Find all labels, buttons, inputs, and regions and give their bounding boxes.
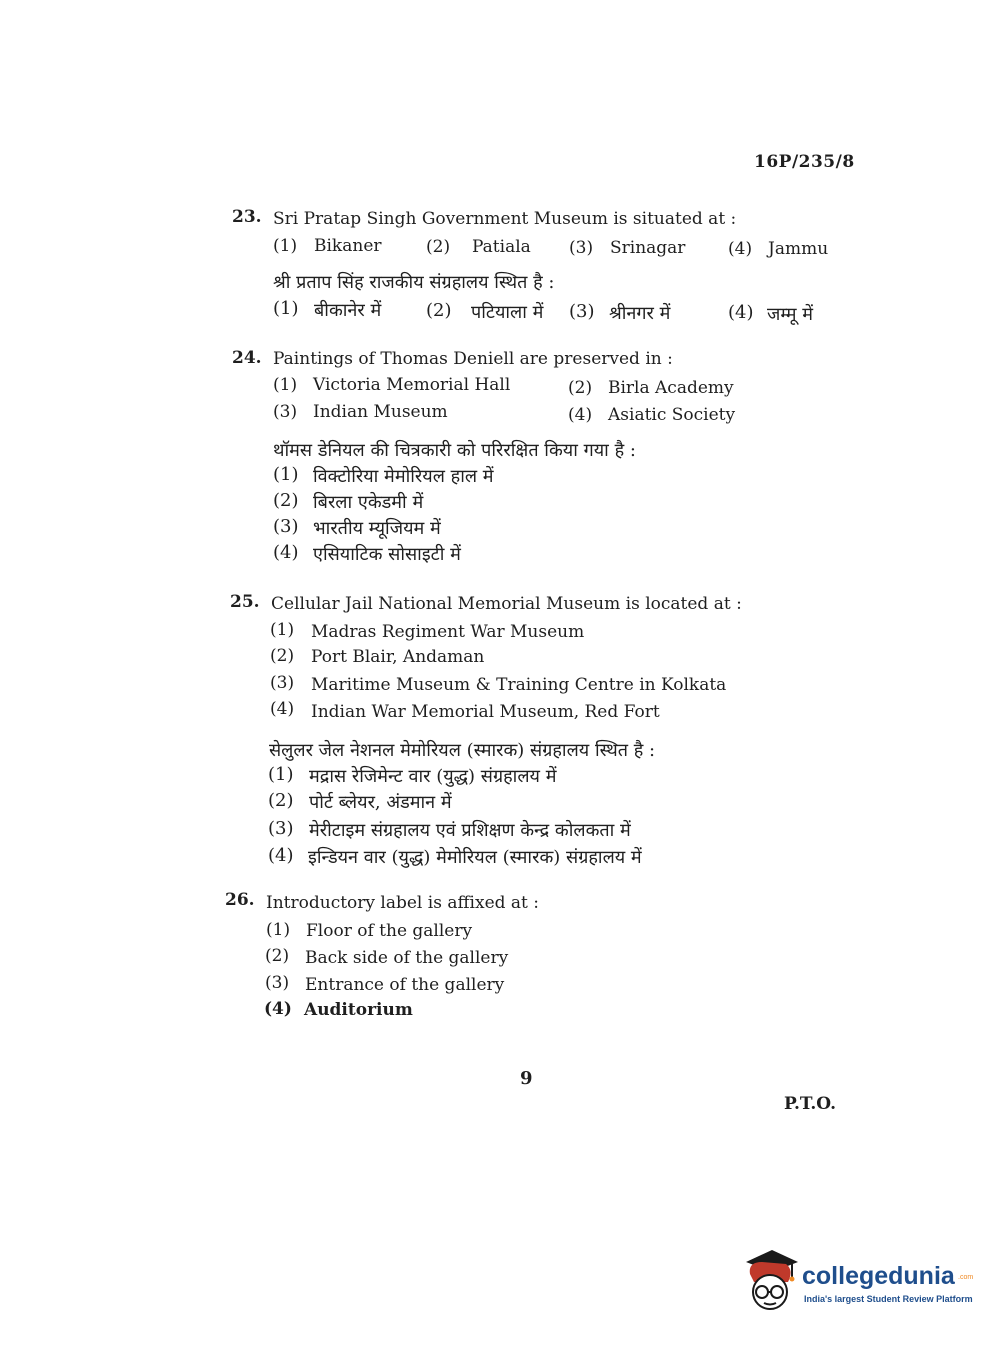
q25-hindi-option-2-num: (2) [268,790,294,811]
q23-option-1-num: (1) [273,236,298,256]
q23-hindi-option-1-num: (1) [273,298,299,319]
brand-name: collegedunia [802,1262,955,1290]
q24-hindi-option-1-num: (1) [273,464,299,485]
q24-option-3: Indian Museum [313,402,448,422]
q25-hindi-option-3-num: (3) [268,818,294,839]
q24-hindi-option-4: एसियाटिक सोसाइटी में [313,544,461,565]
q25-hindi-option-4: इन्डियन वार (युद्ध) मेमोरियल (स्मारक) संग्रहालय में [308,847,642,868]
question-26-text: Introductory label is affixed at : [266,893,540,913]
q24-option-1-num: (1) [273,375,298,395]
pto-label: P.T.O. [784,1094,836,1114]
q23-option-3-num: (3) [569,238,594,258]
q24-hindi-option-2: बिरला एकेडमी में [313,492,424,513]
q23-option-4-num: (4) [728,239,753,259]
q24-option-4-num: (4) [568,405,593,425]
collegedunia-watermark [742,1248,972,1318]
q24-option-2: Birla Academy [608,378,734,398]
q25-hindi-option-1-num: (1) [268,764,294,785]
q25-option-3: Maritime Museum & Training Centre in Kolkata [311,675,727,695]
question-25-hindi: सेलुलर जेल नेशनल मेमोरियल (स्मारक) संग्रहालय स्थित है : [269,740,656,761]
q26-option-2-num: (2) [265,946,290,966]
page-number: 9 [520,1068,533,1089]
q25-hindi-option-4-num: (4) [268,845,294,866]
q26-option-4-num: (4) [264,999,292,1019]
question-24-hindi: थॉमस डेनियल की चित्रकारी को परिरक्षित किया गया है : [273,440,636,461]
q23-hindi-option-4-num: (4) [728,302,754,323]
q23-hindi-option-3-num: (3) [569,301,595,322]
question-26-number: 26. [225,890,255,910]
q23-option-2-num: (2) [426,237,451,257]
q25-option-3-num: (3) [270,673,295,693]
q24-hindi-option-3: भारतीय म्यूजियम में [313,518,441,539]
q23-hindi-option-2: पटियाला में [471,302,544,323]
q24-hindi-option-2-num: (2) [273,490,299,511]
question-25-text: Cellular Jail National Memorial Museum is located at : [271,594,742,614]
question-25-number: 25. [230,592,260,612]
q25-option-1-num: (1) [270,620,295,640]
q25-option-4-num: (4) [270,699,295,719]
q24-hindi-option-4-num: (4) [273,542,299,563]
paper-code: 16P/235/8 [754,152,855,172]
q23-option-1: Bikaner [314,236,382,256]
question-24-text: Paintings of Thomas Deniell are preserved in : [273,349,673,369]
q24-hindi-option-1: विक्टोरिया मेमोरियल हाल में [313,466,494,487]
q26-option-1-num: (1) [266,920,291,940]
q23-option-4: Jammu [768,239,829,259]
student-mascot-icon [742,1248,800,1312]
question-23-hindi: श्री प्रताप सिंह राजकीय संग्रहालय स्थित है : [273,272,555,293]
q23-hindi-option-2-num: (2) [426,300,452,321]
question-23-number: 23. [232,207,262,227]
q25-hindi-option-2: पोर्ट ब्लेयर, अंडमान में [309,792,452,813]
brand-suffix: .com [958,1274,974,1281]
q24-option-3-num: (3) [273,402,298,422]
question-23-text: Sri Pratap Singh Government Museum is situated at : [273,209,737,229]
q26-option-3-num: (3) [265,973,290,993]
q25-hindi-option-3: मेरीटाइम संग्रहालय एवं प्रशिक्षण केन्द्र कोलकता में [309,820,631,841]
q24-option-2-num: (2) [568,378,593,398]
q25-option-4: Indian War Memorial Museum, Red Fort [311,702,660,722]
q25-hindi-option-1: मद्रास रेजिमेन्ट वार (युद्ध) संग्रहालय में [309,766,557,787]
question-24-number: 24. [232,348,262,368]
q26-option-2: Back side of the gallery [305,948,509,968]
q23-hindi-option-1: बीकानेर में [314,300,382,321]
q26-option-3: Entrance of the gallery [305,975,505,995]
q24-option-1: Victoria Memorial Hall [313,375,511,395]
q23-hindi-option-3: श्रीनगर में [609,303,671,324]
q26-option-4: Auditorium [304,1000,413,1020]
q23-option-2: Patiala [472,237,531,257]
q23-option-3: Srinagar [610,238,686,258]
q25-option-2-num: (2) [270,646,295,666]
q23-hindi-option-4: जम्मू में [767,304,813,325]
q24-option-4: Asiatic Society [608,405,736,425]
q24-hindi-option-3-num: (3) [273,516,299,537]
q25-option-1: Madras Regiment War Museum [311,622,585,642]
brand-tagline: India's largest Student Review Platform [804,1294,973,1304]
q25-option-2: Port Blair, Andaman [311,647,485,667]
q26-option-1: Floor of the gallery [306,921,473,941]
